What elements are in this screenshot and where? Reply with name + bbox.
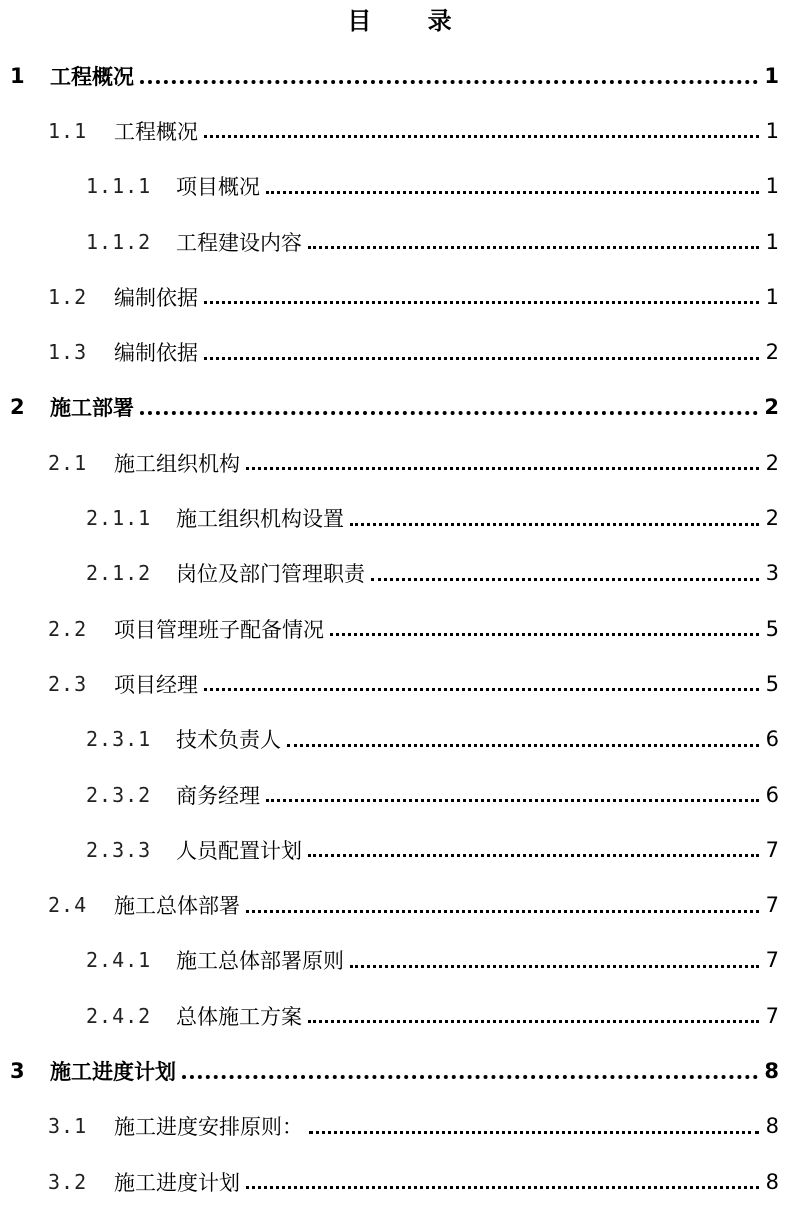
toc-entry-number: 2.2 [48, 616, 88, 641]
toc-entry-number: 2.4.1 [86, 948, 152, 973]
toc-entry[interactable] [0, 656, 799, 711]
toc-entry[interactable] [0, 214, 799, 269]
dot-leader [140, 411, 758, 415]
toc-entry-page-number: 1 [765, 174, 779, 199]
toc-entry-number: 2.4 [48, 893, 88, 918]
toc-entry[interactable] [0, 546, 799, 601]
toc-entry-number: 2.1.2 [86, 561, 152, 586]
toc-entry[interactable] [0, 103, 799, 158]
toc-entry[interactable] [0, 1099, 799, 1154]
table-of-contents [0, 48, 799, 1209]
dot-leader [308, 246, 759, 249]
toc-entry-page-number: 2 [765, 506, 779, 531]
toc-entry[interactable] [0, 269, 799, 324]
dot-leader [266, 799, 759, 802]
toc-entry-number: 1 [10, 63, 25, 88]
dot-leader [204, 688, 759, 691]
toc-entry-title: 项目经理 [114, 672, 198, 697]
toc-entry-title: 施工进度计划 [50, 1059, 176, 1084]
toc-entry-page-number: 2 [765, 450, 779, 475]
toc-entry-title: 施工总体部署 [114, 894, 240, 919]
toc-entry-title: 施工进度计划 [114, 1170, 240, 1195]
toc-entry-page-number: 7 [765, 837, 779, 862]
dot-leader [350, 523, 759, 526]
dot-leader [350, 965, 759, 968]
toc-entry-title: 项目概况 [176, 175, 260, 200]
dot-leader [309, 1131, 759, 1134]
toc-entry-page-number: 7 [765, 1003, 779, 1028]
toc-entry-number: 1.3 [48, 340, 88, 365]
toc-entry[interactable] [0, 159, 799, 214]
toc-entry-number: 1.1.2 [86, 229, 152, 254]
toc-entry[interactable] [0, 435, 799, 490]
dot-leader [204, 301, 759, 304]
toc-entry[interactable] [0, 712, 799, 767]
toc-entry-page-number: 3 [765, 561, 779, 586]
toc-entry-number: 3.2 [48, 1169, 88, 1194]
toc-entry[interactable] [0, 988, 799, 1043]
toc-title: 目 录 [347, 7, 476, 35]
toc-entry-title: 工程概况 [50, 64, 134, 89]
toc-entry-title: 施工进度安排原则： [114, 1115, 303, 1140]
toc-entry-page-number: 2 [765, 340, 779, 365]
dot-leader [246, 910, 759, 913]
toc-entry[interactable] [0, 490, 799, 545]
dot-leader [182, 1075, 758, 1079]
toc-entry[interactable] [0, 767, 799, 822]
toc-entry-title: 工程概况 [114, 119, 198, 144]
toc-entry-number: 2.3.1 [86, 727, 152, 752]
dot-leader [330, 633, 759, 636]
toc-entry-number: 2.3.3 [86, 837, 152, 862]
toc-entry[interactable] [0, 380, 799, 435]
toc-entry-title: 施工组织机构 [114, 451, 240, 476]
toc-entry-number: 2.3 [48, 671, 88, 696]
toc-entry[interactable] [0, 877, 799, 932]
toc-entry[interactable] [0, 822, 799, 877]
toc-entry[interactable] [0, 933, 799, 988]
toc-entry-number: 1.1.1 [86, 174, 152, 199]
dot-leader [204, 135, 759, 138]
toc-entry-title: 施工部署 [50, 396, 134, 421]
toc-entry-page-number: 8 [764, 1058, 779, 1083]
toc-entry-title: 人员配置计划 [176, 838, 302, 863]
toc-entry-page-number: 1 [765, 229, 779, 254]
dot-leader [308, 854, 759, 857]
toc-entry-title: 岗位及部门管理职责 [176, 562, 365, 587]
dot-leader [140, 80, 758, 84]
toc-entry-title: 编制依据 [114, 341, 198, 366]
toc-entry-page-number: 6 [765, 782, 779, 807]
dot-leader [308, 1020, 759, 1023]
toc-entry-page-number: 7 [765, 948, 779, 973]
dot-leader [204, 357, 759, 360]
toc-entry-page-number: 1 [764, 63, 779, 88]
toc-entry-number: 2.4.2 [86, 1003, 152, 1028]
toc-entry-page-number: 8 [765, 1114, 779, 1139]
toc-entry[interactable] [0, 48, 799, 103]
toc-entry[interactable] [0, 1043, 799, 1098]
toc-entry-number: 1.2 [48, 284, 88, 309]
toc-entry-page-number: 7 [765, 893, 779, 918]
toc-entry-title: 项目管理班子配备情况 [114, 617, 324, 642]
dot-leader [266, 191, 759, 194]
toc-entry-number: 3 [10, 1058, 25, 1083]
toc-entry[interactable] [0, 1154, 799, 1209]
toc-entry-title: 商务经理 [176, 783, 260, 808]
toc-entry-title: 总体施工方案 [176, 1004, 302, 1029]
toc-entry-title: 技术负责人 [176, 728, 281, 753]
toc-entry-number: 2 [10, 395, 25, 420]
toc-entry-title: 施工总体部署原则 [176, 949, 344, 974]
dot-leader [246, 467, 759, 470]
toc-entry-number: 1.1 [48, 118, 88, 143]
dot-leader [246, 1186, 759, 1189]
toc-entry-page-number: 1 [765, 284, 779, 309]
toc-entry-title: 工程建设内容 [176, 230, 302, 255]
dot-leader [287, 744, 759, 747]
toc-entry-page-number: 2 [764, 395, 779, 420]
toc-entry[interactable] [0, 324, 799, 379]
toc-entry-title: 编制依据 [114, 285, 198, 310]
toc-entry-page-number: 6 [765, 727, 779, 752]
toc-entry-number: 2.1 [48, 450, 88, 475]
toc-entry-page-number: 5 [765, 616, 779, 641]
toc-entry-number: 2.3.2 [86, 782, 152, 807]
toc-entry-page-number: 8 [765, 1169, 779, 1194]
toc-entry-title: 施工组织机构设置 [176, 507, 344, 532]
toc-entry-number: 3.1 [48, 1114, 88, 1139]
toc-entry-number: 2.1.1 [86, 506, 152, 531]
toc-entry[interactable] [0, 601, 799, 656]
toc-entry-page-number: 5 [765, 671, 779, 696]
dot-leader [371, 578, 759, 581]
toc-entry-page-number: 1 [765, 118, 779, 143]
